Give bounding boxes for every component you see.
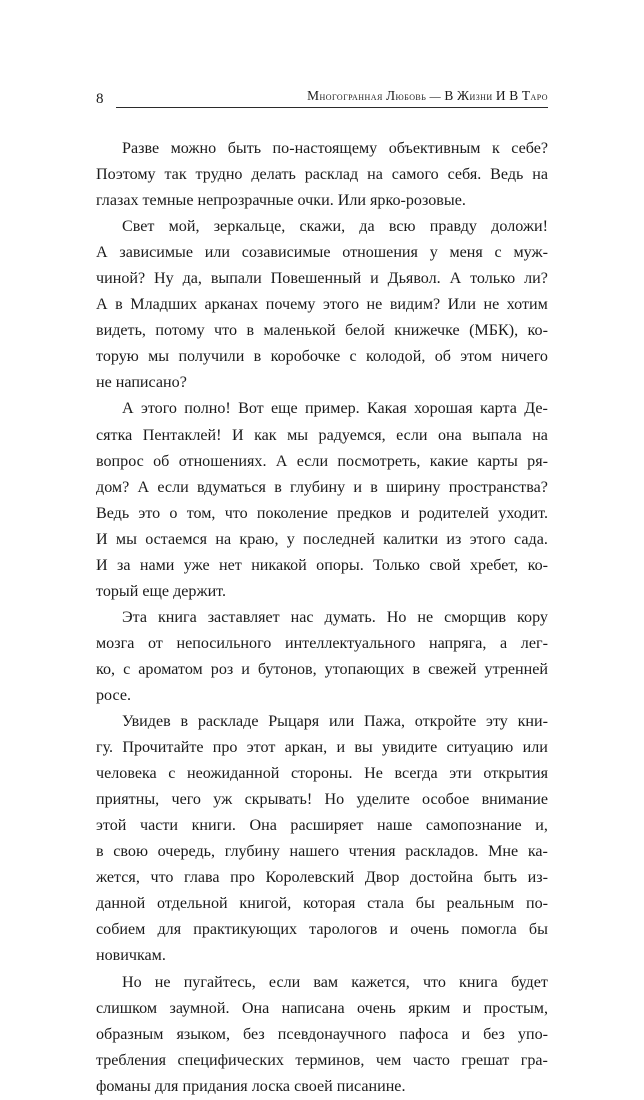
text-line: Но не пугайтесь, если вам кажется, что книга будет	[122, 973, 548, 991]
body-text-column	[96, 136, 548, 1100]
text-line: не написано?	[96, 374, 187, 392]
running-head-title: Многогранная Любовь — В Жизни И В Таро	[307, 88, 548, 103]
text-line: образным языком, без псевдонаучного пафоса и без упо-	[96, 1025, 548, 1043]
text-line: дом? А если вдуматься в глубину и в ширину пространства?	[96, 478, 548, 496]
text-line: А зависимые или созависимые отношения у меня с муж-	[96, 244, 548, 262]
text-line: ко, с ароматом роз и бутонов, утопающих в свежей утренней	[96, 660, 548, 678]
paragraph	[96, 970, 548, 1100]
horizontal-rule	[116, 107, 549, 108]
paragraph	[96, 396, 548, 604]
text-line: сятка Пентаклей! И как мы радуемся, если она выпала на	[96, 426, 548, 444]
text-line: глазах темные непрозрачные очки. Или ярко-розовые.	[96, 192, 466, 210]
text-line: чиной? Ну да, выпали Повешенный и Дьявол. А только ли?	[96, 270, 548, 288]
paragraph	[96, 709, 548, 969]
text-line: собием для практикующих тарологов и очень помогла бы	[96, 921, 548, 939]
text-line: человека с неожиданной стороны. Не всегда эти открытия	[96, 765, 548, 783]
text-line: торый еще держит.	[96, 582, 227, 600]
text-line: в свою очередь, глубину нашего чтения раскладов. Мне ка-	[96, 843, 548, 861]
text-line: Свет мой, зеркальце, скажи, да всю правду доложи!	[122, 218, 548, 236]
text-line: вопрос об отношениях. А если посмотреть, какие карты ря-	[96, 452, 548, 470]
text-line: видеть, потому что в маленькой белой книжечке (МБК), ко-	[96, 322, 548, 340]
text-line: А этого полно! Вот еще пример. Какая хорошая карта Де-	[122, 400, 548, 418]
text-line: Ведь это о том, что поколение предков и родителей уходит.	[96, 504, 548, 522]
running-head	[96, 82, 548, 108]
text-line: этой части книги. Она расширяет наше самопознание и,	[96, 817, 548, 835]
text-line: требления специфических терминов, чем часто грешат гра-	[96, 1051, 548, 1069]
text-line: И за нами уже нет никакой опоры. Только свой хребет, ко-	[96, 556, 548, 574]
text-line: мозга от непосильного интеллектуального напряга, а лег-	[96, 634, 548, 652]
text-line: И мы остаемся на краю, у последней калитки из этого сада.	[96, 530, 548, 548]
text-line: А в Младших арканах почему этого не видим? Или не хотим	[96, 296, 548, 314]
text-line: Эта книга заставляет нас думать. Но не сморщив кору	[122, 608, 548, 626]
text-line: слишком заумной. Она написана очень ярким и простым,	[96, 999, 548, 1017]
running-head-rule-area	[116, 88, 549, 108]
text-line: Поэтому так трудно делать расклад на самого себя. Ведь на	[96, 166, 548, 184]
text-line: новичкам.	[96, 947, 166, 965]
paragraph	[96, 214, 548, 396]
text-line: данной отдельной книгой, которая стала бы реальным по-	[96, 895, 548, 913]
text-line: росе.	[96, 686, 132, 704]
text-line: гу. Прочитайте про этот аркан, и вы увидите ситуацию или	[96, 739, 548, 757]
text-line: Увидев в раскладе Рыцаря или Пажа, откройте эту кни-	[122, 713, 548, 731]
text-line: торую мы получили в коробочке с колодой, об этом ничего	[96, 348, 548, 366]
text-line: жется, что глава про Королевский Двор достойна быть из-	[96, 869, 548, 887]
text-line: фоманы для придания лоска своей писанине.	[96, 1077, 406, 1095]
paragraph	[96, 605, 548, 709]
page-number: 8	[96, 91, 104, 107]
text-line: Разве можно быть по-настоящему объективным к себе?	[122, 140, 548, 157]
text-line: приятны, чего уж скрывать! Но уделите особое внимание	[96, 791, 548, 809]
paragraph	[96, 136, 548, 214]
